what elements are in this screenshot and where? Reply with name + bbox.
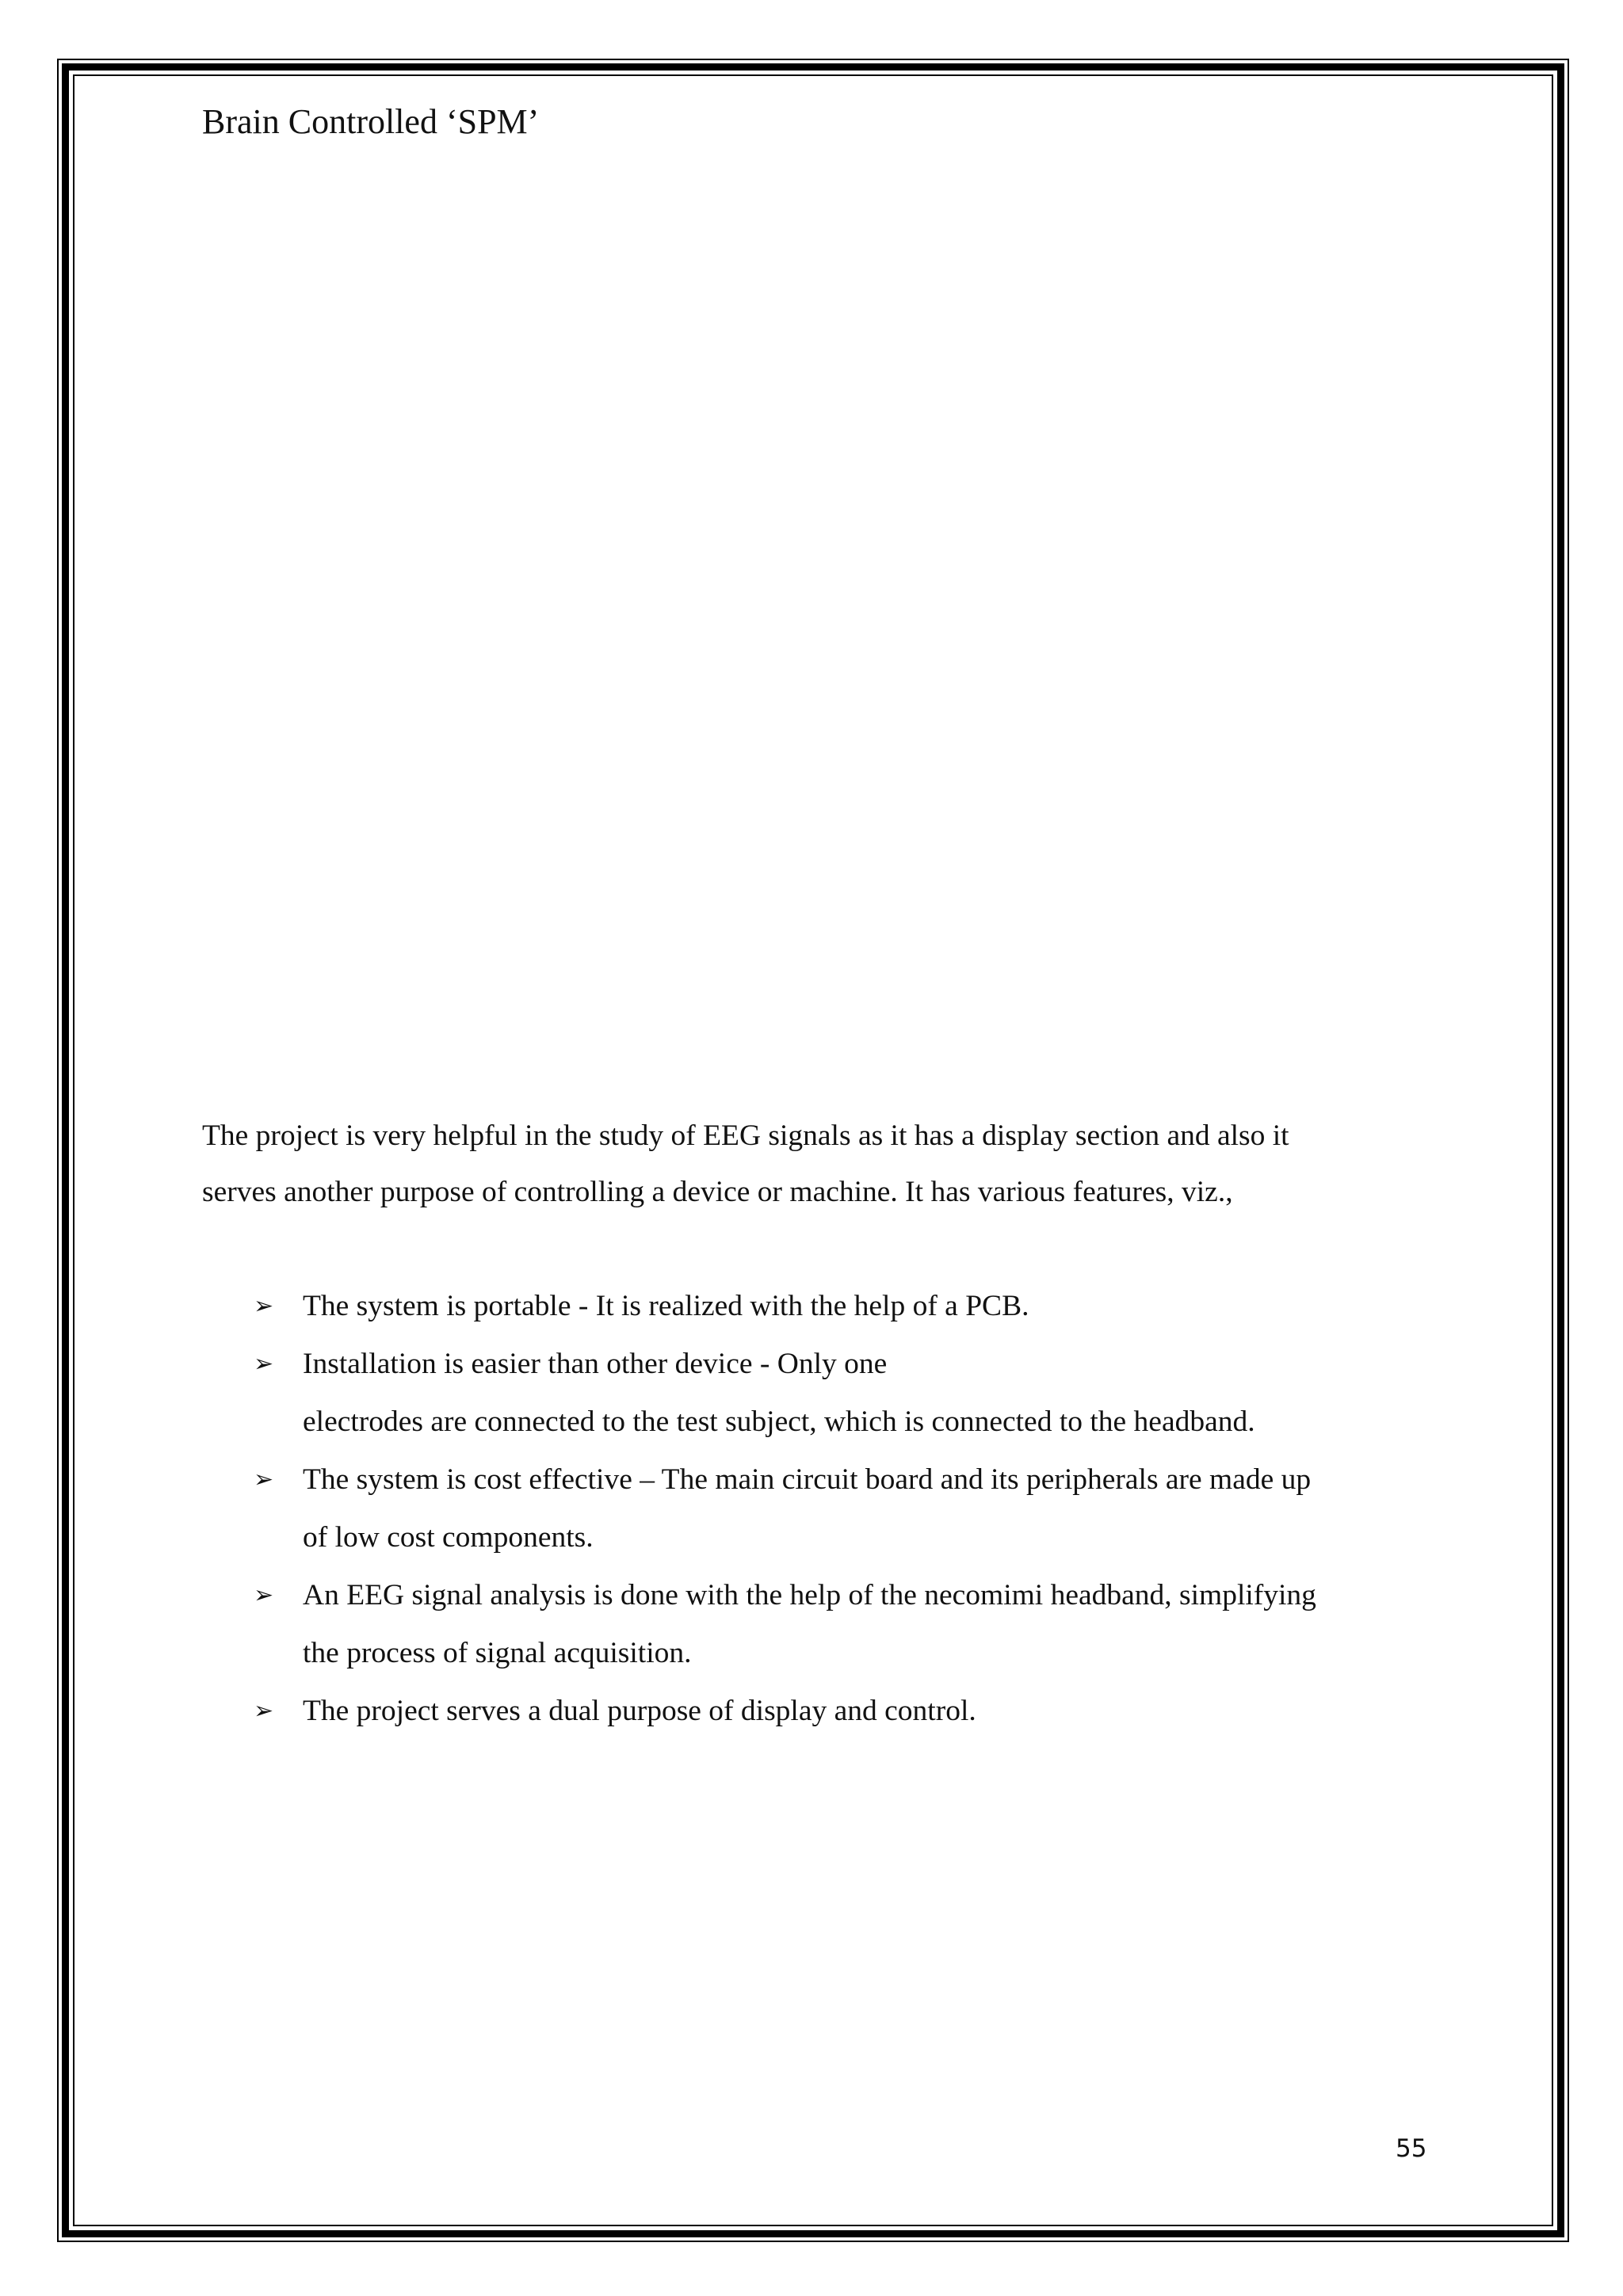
feature-line: The system is portable - It is realized with the help of a PCB. <box>303 1290 1029 1322</box>
feature-line: The system is cost effective – The main circuit board and its peripherals are made up <box>303 1463 1312 1496</box>
feature-item <box>254 1451 1442 1566</box>
arrowhead-bullet-icon: ➢ <box>254 1292 274 1320</box>
arrowhead-bullet-icon: ➢ <box>254 1350 274 1378</box>
feature-line: An EEG signal analysis is done with the help of the necomimi headband, simplifying <box>303 1579 1316 1611</box>
intro-paragraph <box>202 1108 1438 1220</box>
feature-item <box>254 1566 1442 1682</box>
intro-line: The project is very helpful in the study of EEG signals as it has a display section and also it <box>202 1119 1289 1152</box>
intro-line: serves another purpose of controlling a device or machine. It has various features, viz., <box>202 1176 1233 1208</box>
arrowhead-bullet-icon: ➢ <box>254 1697 274 1725</box>
feature-line: The project serves a dual purpose of display and control. <box>303 1695 976 1727</box>
feature-line: of low cost components. <box>303 1521 594 1554</box>
feature-item <box>254 1277 1442 1335</box>
feature-line: electrodes are connected to the test subject, which is connected to the headband. <box>303 1405 1255 1438</box>
arrowhead-bullet-icon: ➢ <box>254 1466 274 1493</box>
feature-list <box>254 1277 1442 1740</box>
feature-line: Installation is easier than other device - Only one <box>303 1348 888 1380</box>
feature-item <box>254 1335 1442 1451</box>
arrowhead-bullet-icon: ➢ <box>254 1581 274 1609</box>
running-header-title: Brain Controlled ‘SPM’ <box>202 102 540 141</box>
page-number: 55 <box>1396 2134 1427 2163</box>
feature-item <box>254 1682 1442 1740</box>
feature-line: the process of signal acquisition. <box>303 1637 692 1669</box>
